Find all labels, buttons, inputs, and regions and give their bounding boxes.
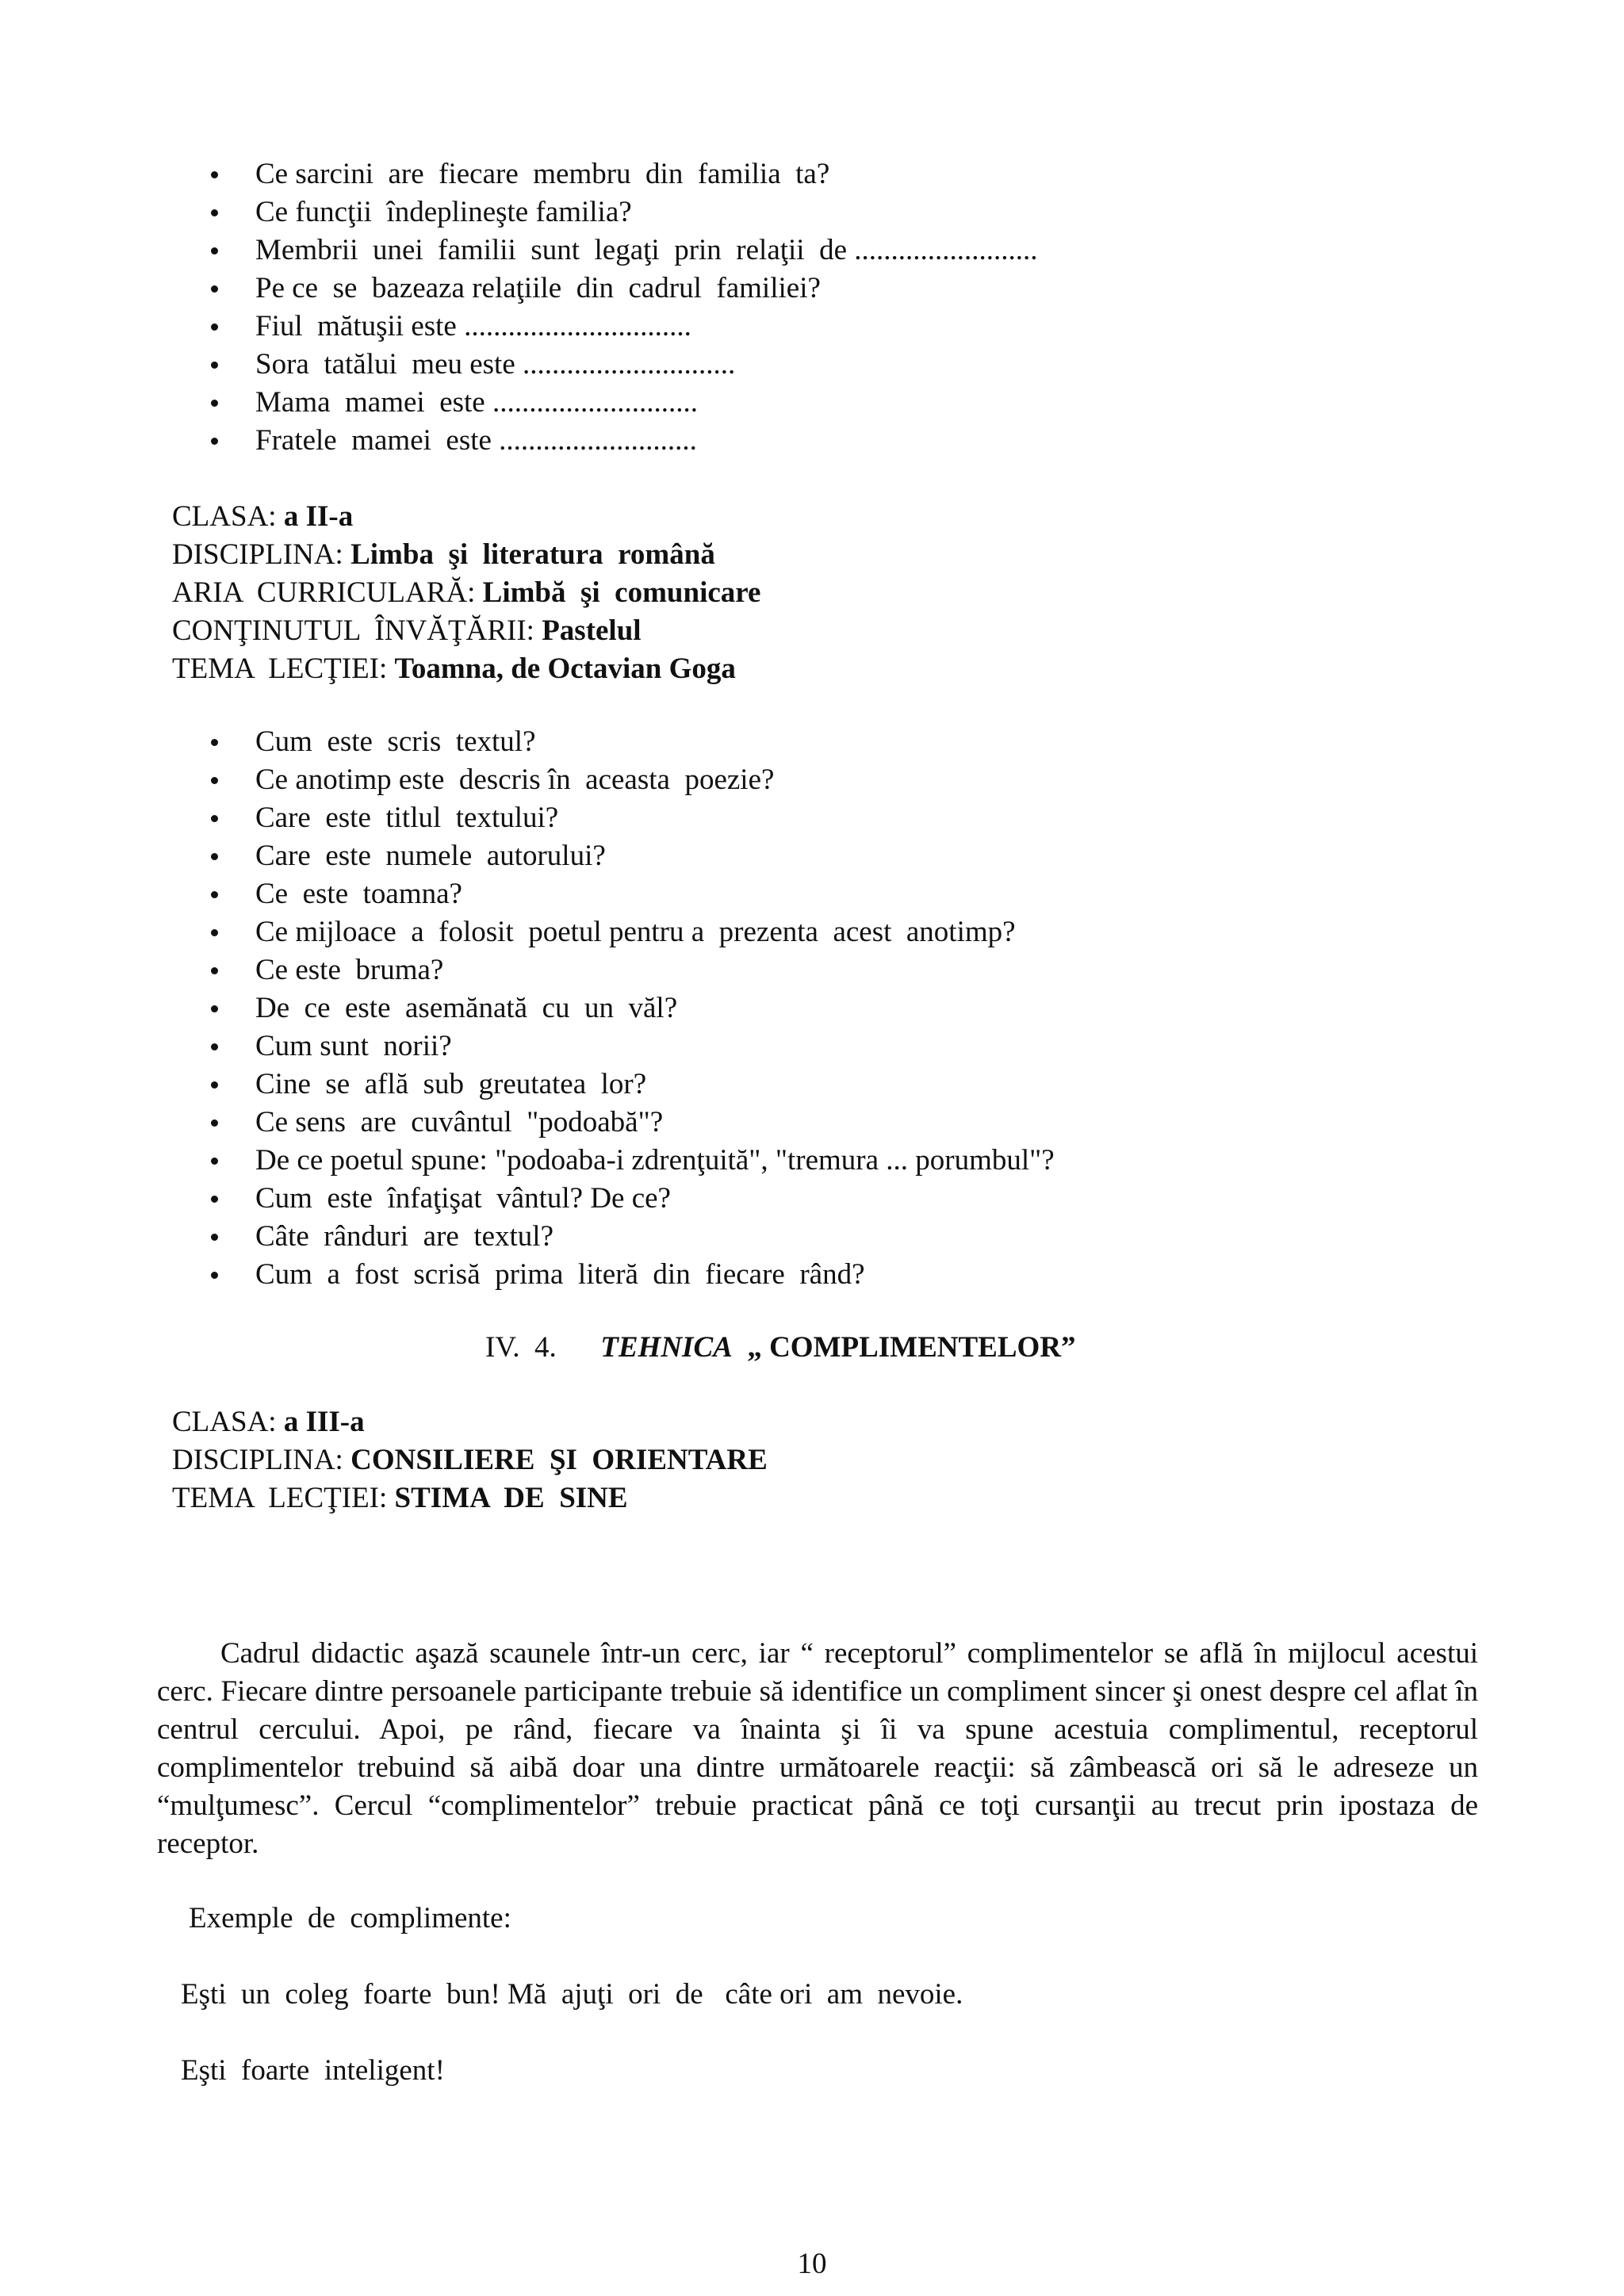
info-label: ARIA CURRICULARĂ: (172, 576, 483, 609)
list-item: Cum sunt norii? (211, 1027, 1055, 1066)
discipline-line (172, 1441, 768, 1479)
info-label: DISCIPLINA: (172, 1444, 351, 1476)
info-value: Limba şi literatura română (350, 538, 715, 571)
list-item: Care este numele autorului? (211, 837, 1055, 875)
class-line (172, 498, 760, 536)
info-value: STIMA DE SINE (394, 1482, 628, 1514)
list-item: Cum este înfaţişat vântul? De ce? (211, 1180, 1055, 1218)
list-item: Pe ce se bazeaza relaţiile din cadrul familiei? (211, 270, 1038, 308)
content-line (172, 612, 760, 650)
info-label: CONŢINUTUL ÎNVĂŢĂRII: (172, 614, 542, 647)
list-item: Ce este bruma? (211, 951, 1055, 989)
list-item: Ce sarcini are fiecare membru din familia ta? (211, 155, 1038, 193)
info-label: TEMA LECŢIEI: (172, 652, 395, 685)
section-heading (485, 1329, 1076, 1367)
info-label: CLASA: (172, 1406, 284, 1438)
lesson-info-block (172, 498, 760, 688)
list-item: Cine se află sub greutatea lor? (211, 1066, 1055, 1104)
list-item: Cum a fost scrisă prima literă din fiecare rând? (211, 1256, 1055, 1294)
info-label: CLASA: (172, 500, 284, 533)
curricular-area-line (172, 574, 760, 612)
example-compliment: Eşti foarte inteligent! (181, 2054, 445, 2087)
info-value: Toamna, de Octavian Goga (394, 652, 736, 685)
discipline-line (172, 536, 760, 574)
info-value: a II-a (283, 500, 354, 533)
list-item: De ce poetul spune: "podoaba-i zdrenţuită", "tremura ... porumbul"? (211, 1142, 1055, 1180)
poem-questions-list (211, 723, 1055, 1294)
list-item: Ce sens are cuvântul "podoabă"? (211, 1104, 1055, 1142)
list-item: Câte rânduri are textul? (211, 1218, 1055, 1256)
family-questions-list (211, 155, 1038, 460)
section-title-rest: „ COMPLIMENTELOR” (747, 1331, 1076, 1364)
info-label: TEMA LECŢIEI: (172, 1482, 395, 1514)
section-title: TEHNICA (600, 1331, 733, 1364)
list-item: Cum este scris textul? (211, 723, 1055, 761)
technique-description: Cadrul didactic aşază scaunele într-un cerc, iar “ receptorul” complimentelor se află în mijlocul acestui cerc. Fiecare dintre persoanele participante trebuie să identifice un compliment sincer şi onest despre cel aflat în centrul cercului. Apoi, pe rând, fiecare va înainta şi îi va spune acestuia complimentul, receptorul complimentelor trebuind să aibă doar una dintre următoarele reacţii: să zâmbească ori să le adreseze un “mulţumesc”. Cercul “complimentelor” trebuie practicat până ce toţi cursanţii au trecut prin ipostaza de receptor. (157, 1637, 1478, 1860)
info-label: DISCIPLINA: (172, 538, 351, 571)
list-item: Membrii unei familii sunt legaţi prin relaţii de ......................... (211, 232, 1038, 270)
list-item: Care este titlul textului? (211, 799, 1055, 837)
lesson-theme-line (172, 1479, 768, 1517)
list-item: Sora tatălui meu este ............................. (211, 346, 1038, 384)
list-item: Ce este toamna? (211, 875, 1055, 913)
list-item: Ce anotimp este descris în aceasta poezie? (211, 761, 1055, 799)
list-item: Ce mijloace a folosit poetul pentru a prezenta acest anotimp? (211, 913, 1055, 951)
examples-heading: Exemple de complimente: (189, 1902, 511, 1934)
list-item: Mama mamei este ............................ (211, 384, 1038, 422)
info-value: Pastelul (542, 614, 642, 647)
example-compliment: Eşti un coleg foarte bun! Mă ajuţi ori de câte ori am nevoie. (181, 1978, 963, 2011)
info-value: a III-a (283, 1406, 365, 1438)
info-value: Limbă şi comunicare (482, 576, 761, 609)
class-line (172, 1403, 768, 1441)
section-number: IV. 4. (485, 1331, 557, 1364)
lesson-theme-line (172, 650, 760, 688)
page-number: 10 (797, 2248, 827, 2280)
info-value: CONSILIERE ŞI ORIENTARE (350, 1444, 768, 1476)
list-item: Ce funcţii îndeplineşte familia? (211, 193, 1038, 232)
list-item: De ce este asemănată cu un văl? (211, 989, 1055, 1027)
list-item: Fiul mătuşii este ............................... (211, 308, 1038, 346)
lesson-info-block-2 (172, 1403, 768, 1517)
list-item: Fratele mamei este ........................... (211, 422, 1038, 460)
